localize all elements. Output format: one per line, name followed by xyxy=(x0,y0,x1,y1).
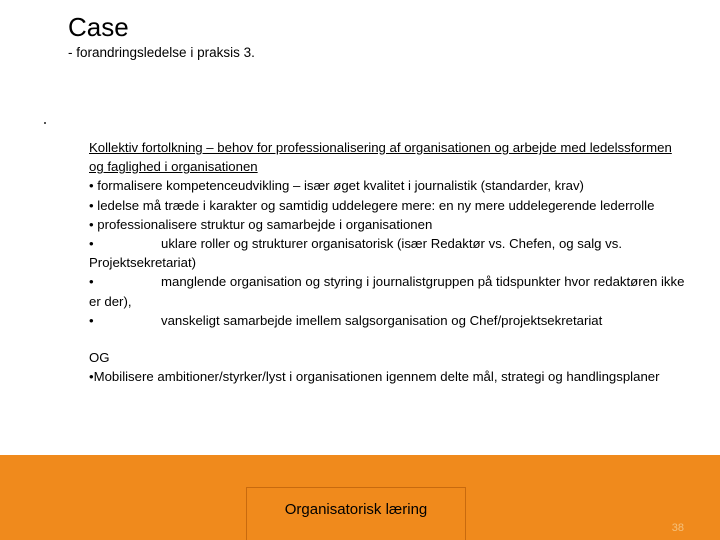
stray-dot xyxy=(44,122,46,124)
footer-label-box xyxy=(246,487,466,540)
slide-title: Case xyxy=(68,12,129,42)
tab-bullet-item xyxy=(89,311,689,330)
bullet-item: • ledelse må træde i karakter og samtidig uddelegere mere: en ny mere uddelegerende lederrolle xyxy=(89,197,655,213)
bullet-marker: • xyxy=(89,236,94,252)
slide-subtitle: - forandringsledelse i praksis 3. xyxy=(68,45,255,60)
spacer xyxy=(89,330,689,348)
og-label: OG xyxy=(89,350,110,366)
bullet-marker: • xyxy=(89,312,94,328)
tab-bullet-text: vanskeligt samarbejde imellem salgsorganisation og Chef/projektsekretariat xyxy=(161,312,603,328)
tab-bullet-item xyxy=(89,272,689,310)
footer-label: Organisatorisk læring xyxy=(284,501,428,518)
tab-bullet-text: manglende organisation og styring i journalistgruppen på tidspunkter hvor redaktøren ikke er der), xyxy=(89,274,685,309)
bullet-item: • formalisere kompetenceudvikling – især øget kvalitet i journalistik (standarder, krav) xyxy=(89,178,584,194)
page-number: 38 xyxy=(671,522,684,534)
bullet-item: • professionalisere struktur og samarbejde i organisationen xyxy=(89,216,433,232)
final-bullet: •Mobilisere ambitioner/styrker/lyst i organisationen igennem delte mål, strategi og handlingsplaner xyxy=(89,369,660,385)
bullet-marker: • xyxy=(89,274,94,290)
tab-bullet-item xyxy=(89,234,689,272)
tab-bullet-text: uklare roller og strukturer organisatorisk (især Redaktør vs. Chefen, og salg vs. Projektsekretariat) xyxy=(89,236,623,271)
body-heading: Kollektiv fortolkning – behov for professionalisering af organisationen og arbejde med ledelssformen og faglighed i organisationen xyxy=(89,140,672,175)
slide-body xyxy=(89,138,689,386)
